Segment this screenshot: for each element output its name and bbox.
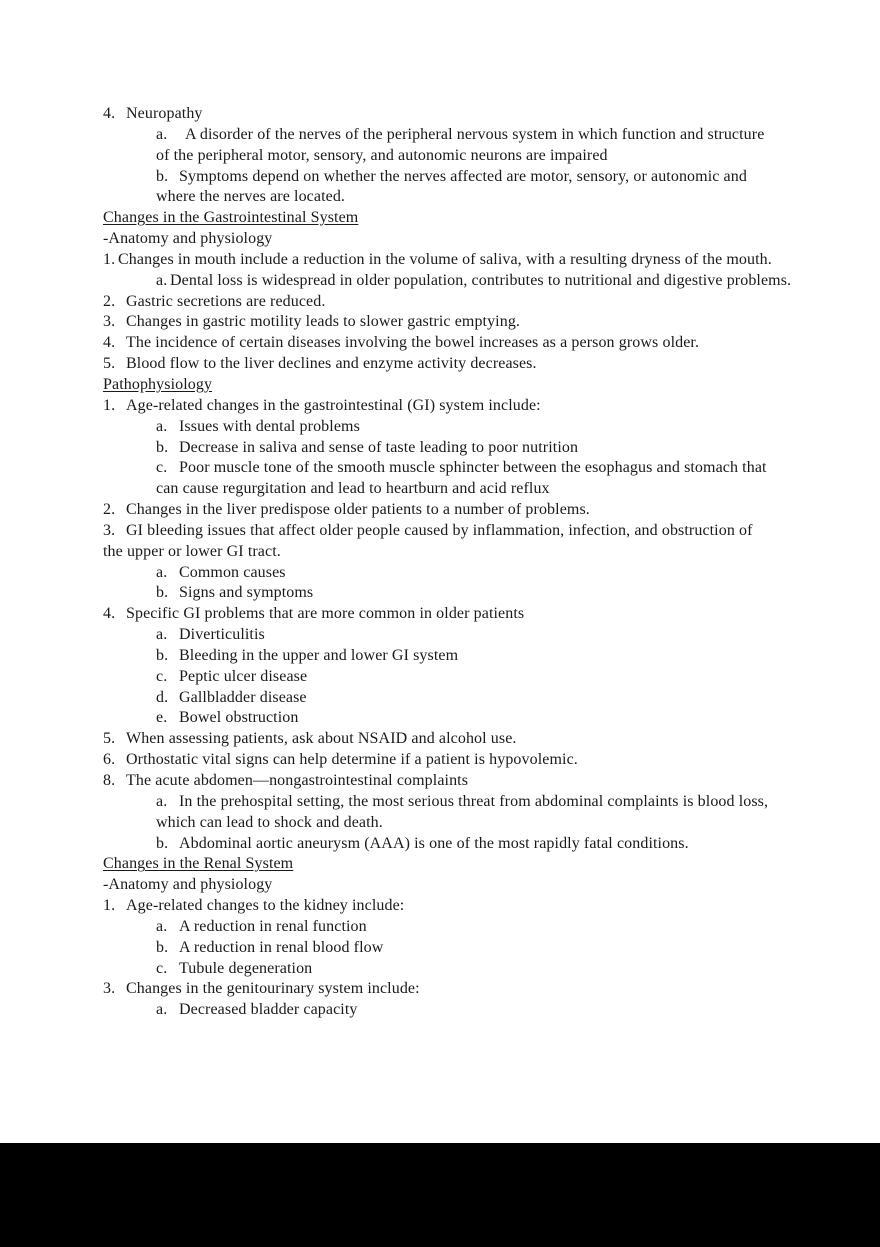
- list-marker: a.: [156, 792, 168, 810]
- item-text: A reduction in renal function: [179, 917, 367, 935]
- outline-subitem: [103, 1000, 771, 1021]
- item-text: Neuropathy: [126, 105, 203, 122]
- list-marker: b.: [156, 167, 169, 185]
- outline-item: [103, 521, 771, 563]
- list-marker: 2.: [103, 501, 116, 519]
- list-marker: c.: [156, 959, 168, 977]
- outline-subitem: [103, 625, 771, 646]
- list-marker: 3.: [103, 521, 116, 539]
- item-text: Dental loss is widespread in older population, contributes to nutritional and digestive problems.: [170, 271, 792, 289]
- list-marker: c.: [156, 459, 168, 477]
- item-text: Tubule degeneration: [179, 959, 313, 977]
- outline-item: [103, 771, 771, 792]
- outline-subitem: [103, 938, 771, 959]
- outline-subitem: [103, 583, 771, 604]
- list-marker: 4.: [103, 105, 116, 122]
- list-marker: 1.: [103, 396, 116, 414]
- item-text: Specific GI problems that are more common in older patients: [126, 605, 525, 623]
- item-text: Bleeding in the upper and lower GI system: [179, 646, 459, 664]
- heading-text: Changes in the Gastrointestinal System: [103, 209, 359, 227]
- outline-subitem: [103, 417, 771, 438]
- item-text: A disorder of the nerves of the peripheral nervous system in which function and structure of the peripheral motor, sensory, and autonomic neurons are impaired: [156, 125, 765, 164]
- outline-item: [103, 250, 771, 271]
- item-text: Orthostatic vital signs can help determine if a patient is hypovolemic.: [126, 751, 578, 769]
- list-marker: a.: [156, 626, 168, 644]
- outline-subitem: [103, 688, 771, 709]
- label-text: -Anatomy and physiology: [103, 230, 273, 248]
- item-text: Blood flow to the liver declines and enzyme activity decreases.: [126, 355, 537, 373]
- outline-subitem: [103, 438, 771, 459]
- list-marker: c.: [156, 667, 168, 685]
- outline-subitem: [103, 667, 771, 688]
- list-marker: a.: [156, 1001, 168, 1019]
- outline-item: [103, 354, 771, 375]
- outline-subitem: [103, 708, 771, 729]
- outline-subitem: [103, 834, 771, 855]
- heading-text: Pathophysiology: [103, 375, 213, 393]
- list-marker: 3.: [103, 313, 116, 331]
- list-marker: a.: [156, 563, 168, 581]
- item-text: The acute abdomen—nongastrointestinal complaints: [126, 772, 469, 789]
- item-text: Common causes: [179, 563, 286, 581]
- item-text: Bowel obstruction: [179, 709, 299, 727]
- list-marker: b.: [156, 646, 169, 664]
- section-heading: [103, 208, 771, 229]
- outline-item: [103, 500, 771, 521]
- item-text: A reduction in renal blood flow: [179, 938, 384, 956]
- list-marker: e.: [156, 709, 168, 727]
- list-marker: 5.: [103, 730, 116, 748]
- item-text: In the prehospital setting, the most serious threat from abdominal complaints is blood loss, which can lead to shock and death.: [156, 792, 769, 831]
- item-text: The incidence of certain diseases involving the bowel increases as a person grows older.: [126, 334, 700, 352]
- label-text: -Anatomy and physiology: [103, 876, 273, 894]
- list-marker: b.: [156, 834, 169, 852]
- bottom-letterbox-bar: [0, 1143, 880, 1247]
- outline-item: [103, 729, 771, 750]
- item-text: Diverticulitis: [179, 626, 265, 644]
- list-marker: 5.: [103, 355, 116, 373]
- item-text: Gallbladder disease: [179, 688, 307, 706]
- outline-item: [103, 896, 771, 917]
- item-text: GI bleeding issues that affect older people caused by inflammation, infection, and obstruction of the upper or lower GI tract.: [103, 521, 753, 560]
- item-text: Abdominal aortic aneurysm (AAA) is one of the most rapidly fatal conditions.: [179, 834, 689, 852]
- item-text: Symptoms depend on whether the nerves affected are motor, sensory, or autonomic and where the nerves are located.: [156, 167, 747, 206]
- item-text: Changes in the genitourinary system include:: [126, 980, 420, 998]
- list-marker: 1.: [103, 897, 116, 915]
- heading-text: Changes in the Renal System: [103, 855, 294, 873]
- item-text: Gastric secretions are reduced.: [126, 292, 326, 310]
- list-marker: b.: [156, 938, 169, 956]
- list-marker: d.: [156, 688, 169, 706]
- list-marker: 4.: [103, 605, 116, 623]
- item-text: When assessing patients, ask about NSAID and alcohol use.: [126, 730, 517, 748]
- outline-subitem: [103, 563, 771, 584]
- list-marker: a.: [156, 917, 168, 935]
- list-marker: 1.: [103, 250, 116, 268]
- item-text: Issues with dental problems: [179, 417, 360, 435]
- outline-subitem: [103, 646, 771, 667]
- item-text: Changes in gastric motility leads to slower gastric emptying.: [126, 313, 521, 331]
- section-heading: [103, 375, 771, 396]
- list-marker: b.: [156, 584, 169, 602]
- item-text: Decrease in saliva and sense of taste leading to poor nutrition: [179, 438, 579, 456]
- outline-item: [103, 396, 771, 417]
- outline-item: [103, 312, 771, 333]
- list-marker: 6.: [103, 751, 116, 769]
- outline-item: [103, 604, 771, 625]
- list-marker: a.: [156, 417, 168, 435]
- item-text: Changes in mouth include a reduction in the volume of saliva, with a resulting dryness of the mouth.: [118, 250, 772, 268]
- list-marker: 4.: [103, 334, 116, 352]
- list-marker: 3.: [103, 980, 116, 998]
- section-heading: [103, 854, 771, 875]
- outline-item: [103, 750, 771, 771]
- outline-subitem: [103, 167, 771, 209]
- outline-subitem: [103, 125, 771, 167]
- outline-item: [103, 333, 771, 354]
- list-marker: a.: [156, 271, 168, 289]
- outline-item: [103, 104, 771, 125]
- document-page: [103, 104, 792, 1021]
- item-text: Age-related changes to the kidney include:: [126, 897, 405, 915]
- outline-item: [103, 292, 771, 313]
- subheading-label: [103, 229, 771, 250]
- item-text: Changes in the liver predispose older patients to a number of problems.: [126, 501, 590, 519]
- list-marker: 2.: [103, 292, 116, 310]
- list-marker: 8.: [103, 772, 116, 789]
- item-text: Poor muscle tone of the smooth muscle sphincter between the esophagus and stomach that can cause regurgitation and lead to heartburn and acid reflux: [156, 459, 767, 498]
- outline-subitem: [103, 917, 771, 938]
- outline-subitem: [103, 959, 771, 980]
- item-text: Signs and symptoms: [179, 584, 314, 602]
- item-text: Age-related changes in the gastrointestinal (GI) system include:: [126, 396, 541, 414]
- subheading-label: [103, 875, 771, 896]
- list-marker: b.: [156, 438, 169, 456]
- outline-subitem: [103, 458, 771, 500]
- outline-subitem: [103, 271, 792, 292]
- list-marker: a.: [156, 125, 168, 143]
- item-text: Peptic ulcer disease: [179, 667, 308, 685]
- item-text: Decreased bladder capacity: [179, 1001, 358, 1019]
- outline-subitem: [103, 792, 771, 834]
- outline-item: [103, 979, 771, 1000]
